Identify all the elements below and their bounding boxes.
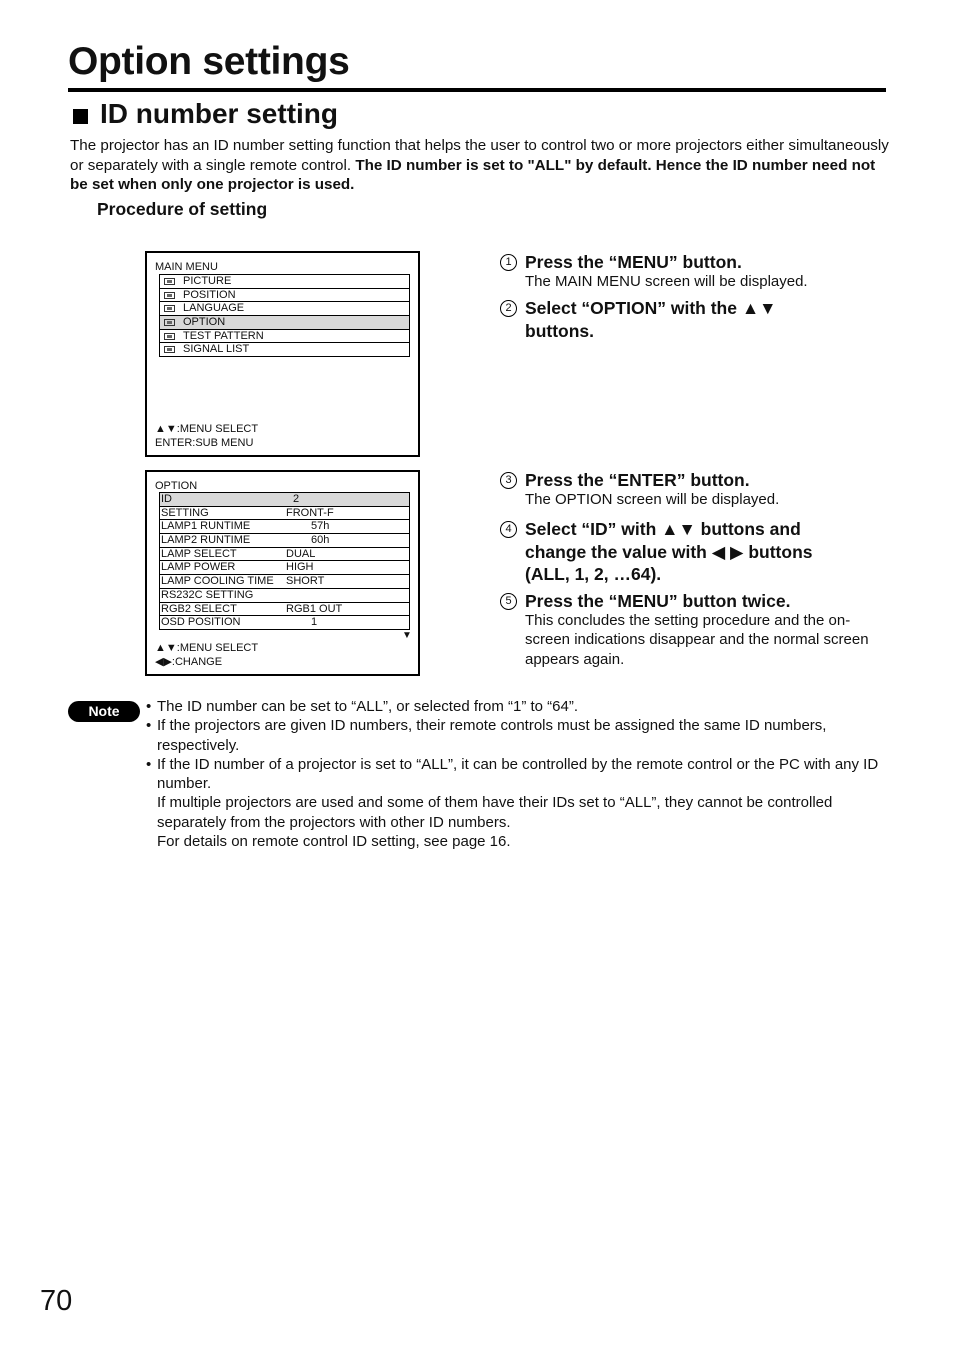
- note-paragraph: If multiple projectors are used and some of them have their IDs set to “ALL”, they cannot be controlled separately from the projectors with other ID numbers.: [157, 794, 833, 831]
- page-number: 70: [40, 1285, 73, 1317]
- option-value: DUAL: [286, 547, 316, 560]
- option-label: LAMP POWER: [161, 561, 236, 574]
- intro-bold: The ID number is set to "ALL" by default. Hence the ID number need not be set when only one projector is used.: [70, 156, 876, 193]
- procedure-heading: Procedure of setting: [97, 199, 268, 219]
- option-row-rgb2-select[interactable]: [160, 603, 409, 617]
- step-number: 1: [500, 254, 517, 271]
- menu-item-option[interactable]: [160, 316, 409, 330]
- option-label: LAMP2 RUNTIME: [161, 534, 251, 547]
- menu-item-signal-list[interactable]: [160, 343, 409, 356]
- step-number: 4: [500, 521, 517, 538]
- step-title-line-2: buttons.: [525, 320, 595, 341]
- option-value: RGB1 OUT: [286, 602, 343, 615]
- position-icon: [164, 292, 175, 299]
- option-value: 2: [293, 493, 300, 505]
- option-value: 60h: [311, 534, 330, 547]
- main-menu-footer-2: ENTER:SUB MENU: [155, 437, 254, 449]
- option-value: FRONT-F: [286, 506, 334, 519]
- option-icon: [164, 319, 175, 326]
- picture-icon: [164, 278, 175, 285]
- option-value: 57h: [311, 520, 330, 533]
- option-row-id[interactable]: [160, 493, 409, 507]
- main-menu-list: [159, 274, 410, 357]
- step-description: This concludes the setting procedure and the on-screen indications disappear and the normal screen appears again.: [525, 611, 869, 668]
- square-bullet-icon: [73, 109, 88, 124]
- step-title: Press the “ENTER” button.: [525, 470, 750, 490]
- main-menu-screen: [145, 251, 420, 457]
- option-label: LAMP SELECT: [161, 547, 237, 560]
- option-row-lamp-cooling-time[interactable]: [160, 575, 409, 589]
- main-menu-footer-1: ▲▼:MENU SELECT: [155, 423, 259, 435]
- menu-item-language[interactable]: [160, 302, 409, 316]
- step-title-line-3: (ALL, 1, 2, …64).: [525, 564, 662, 584]
- step-4: [505, 518, 885, 586]
- section-title: ID number setting: [100, 98, 339, 129]
- menu-item-label: PICTURE: [183, 275, 232, 287]
- test-pattern-icon: [164, 333, 175, 340]
- option-label: ID: [161, 493, 172, 505]
- step-title: Press the “MENU” button.: [525, 252, 742, 272]
- menu-item-label: POSITION: [183, 288, 236, 301]
- option-label: OSD POSITION: [161, 616, 241, 629]
- step-description: The OPTION screen will be displayed.: [525, 490, 780, 508]
- note-badge: Note: [68, 701, 140, 722]
- option-row-setting[interactable]: [160, 507, 409, 521]
- option-footer-2: ◀▶:CHANGE: [155, 656, 223, 668]
- option-label: SETTING: [161, 506, 209, 519]
- option-value: SHORT: [286, 575, 325, 588]
- note-item: • The ID number can be set to “ALL”, or selected from “1” to “64”.: [146, 697, 891, 716]
- intro-paragraph: [70, 136, 890, 195]
- menu-item-label: SIGNAL LIST: [183, 343, 250, 356]
- step-number: 2: [500, 300, 517, 317]
- option-label: LAMP1 RUNTIME: [161, 520, 251, 533]
- scroll-down-arrow-icon: ▼: [402, 630, 412, 641]
- option-title: OPTION: [155, 480, 198, 492]
- step-1: [505, 251, 885, 291]
- option-row-lamp-select[interactable]: [160, 548, 409, 562]
- menu-item-label: OPTION: [183, 316, 226, 329]
- signal-list-icon: [164, 346, 175, 353]
- option-row-rs232c-setting[interactable]: [160, 589, 409, 603]
- option-row-osd-position[interactable]: [160, 616, 409, 629]
- option-value: 1: [311, 616, 318, 629]
- option-row-lamp1-runtime[interactable]: [160, 520, 409, 534]
- menu-item-position[interactable]: [160, 289, 409, 303]
- option-label: LAMP COOLING TIME: [161, 575, 274, 588]
- step-title-line-1: Select “OPTION” with the ▲▼: [525, 298, 777, 318]
- step-description: The MAIN MENU screen will be displayed.: [525, 272, 808, 290]
- step-2: [505, 297, 885, 342]
- option-label: RS232C SETTING: [161, 588, 254, 601]
- language-icon: [164, 305, 175, 312]
- menu-item-test-pattern[interactable]: [160, 330, 409, 344]
- step-title-line-1: Select “ID” with ▲▼ buttons and: [525, 519, 801, 539]
- section-heading: [73, 98, 338, 130]
- note-list: [146, 697, 891, 851]
- menu-item-picture[interactable]: [160, 275, 409, 289]
- menu-item-label: LANGUAGE: [183, 302, 245, 315]
- step-title-line-2: change the value with ◀ ▶ buttons: [525, 541, 813, 562]
- main-menu-title: MAIN MENU: [155, 261, 218, 273]
- step-number: 5: [500, 593, 517, 610]
- option-row-lamp2-runtime[interactable]: [160, 534, 409, 548]
- title-rule: [68, 88, 886, 92]
- note-paragraph: For details on remote control ID setting, see page 16.: [157, 833, 511, 851]
- option-value: HIGH: [286, 561, 314, 574]
- option-footer-1: ▲▼:MENU SELECT: [155, 642, 259, 654]
- step-number: 3: [500, 472, 517, 489]
- note-item: • If the projectors are given ID numbers, their remote controls must be assigned the same ID numbers, respectively.: [146, 716, 891, 755]
- menu-item-label: TEST PATTERN: [183, 329, 264, 342]
- step-3: [505, 469, 885, 509]
- step-title: Press the “MENU” button twice.: [525, 591, 791, 611]
- option-list: [159, 492, 410, 630]
- option-screen: [145, 470, 420, 676]
- intro-plain: The projector has an ID number setting function that helps the user to control two or more projectors either simultaneously or separately with a single remote control.: [70, 137, 889, 174]
- step-5: [505, 590, 885, 669]
- note-item: • If the ID number of a projector is set to “ALL”, it can be controlled by the remote control or the PC with any ID number.: [146, 755, 891, 794]
- option-label: RGB2 SELECT: [161, 602, 237, 615]
- option-row-lamp-power[interactable]: [160, 561, 409, 575]
- page-title: Option settings: [68, 40, 350, 83]
